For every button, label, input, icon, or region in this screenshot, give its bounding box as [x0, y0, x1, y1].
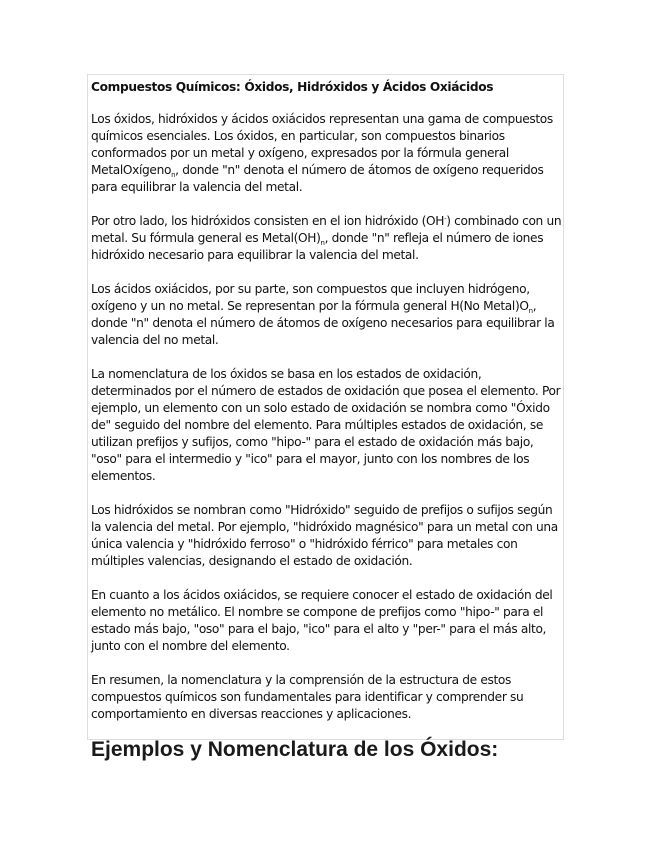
document-page [87, 74, 564, 761]
paragraph-text: , donde "n" denota el número de átomos de oxígeno necesarios para equilibrar la valencia del no metal. [91, 299, 555, 347]
paragraph-nomenclatura-hidroxidos: Los hidróxidos se nombran como "Hidróxido" seguido de prefijos o sufijos según la valencia del metal. Por ejemplo, "hidróxido magnésico" para un metal con una única valencia y "hidróxido ferroso" o "hidróxido férrico" para metales con múltiples valencias, designando el estado de oxidación. [91, 503, 558, 568]
paragraph-oxidos [91, 111, 563, 196]
document-content [91, 79, 563, 763]
paragraph-acidos [91, 281, 563, 349]
paragraph-text: , donde "n" denota el número de átomos de oxígeno requeridos para equilibrar la valencia del metal. [91, 163, 544, 194]
subscript-n: n [528, 307, 533, 315]
paragraph-hidroxidos [91, 213, 563, 264]
paragraph-text: Los óxidos, hidróxidos y ácidos oxiácidos representan una gama de compuestos químicos esenciales. Los óxidos, en particular, son compuestos binarios conformados por un metal y oxígeno, expresados por la fórmula general MetalOxígeno [91, 112, 553, 177]
paragraph-nomenclatura-oxidos: La nomenclatura de los óxidos se basa en los estados de oxidación, determinados por el número de estados de oxidación que posea el elemento. Por ejemplo, un elemento con un solo estado de oxidación se nombra como "Óxido de" seguido del nombre del elemento. Para múltiples estados de oxidación, se utilizan prefijos y sufijos, como "hipo-" para el estado de oxidación más bajo, "oso" para el intermedio y "ico" para el mayor, junto con los nombres de los elementos. [91, 367, 561, 483]
subscript-n: n [171, 171, 176, 179]
paragraph-resumen: En resumen, la nomenclatura y la comprensión de la estructura de estos compuestos químicos son fundamentales para identificar y comprender su comportamiento en diversas reacciones y aplicaciones. [91, 673, 524, 721]
paragraph-nomenclatura-acidos: En cuanto a los ácidos oxiácidos, se requiere conocer el estado de oxidación del elemento no metálico. El nombre se compone de prefijos como "hipo-" para el estado más bajo, "oso" para el bajo, "ico" para el alto y "per-" para el más alto, junto con el nombre del elemento. [91, 588, 553, 653]
paragraph-text: Los ácidos oxiácidos, por su parte, son compuestos que incluyen hidrógeno, oxígeno y un no metal. Se representan por la fórmula general H(No Metal)O [91, 282, 530, 313]
paragraph-text: , donde "n" refleja el número de iones hidróxido necesario para equilibrar la valencia del metal. [91, 231, 544, 262]
superscript-minus: - [444, 215, 447, 223]
paragraph-text: Por otro lado, los hidróxidos consisten en el ion hidróxido (OH [91, 214, 445, 228]
subscript-n: n [320, 239, 325, 247]
document-title: Compuestos Químicos: Óxidos, Hidróxidos y Ácidos Oxiácidos [91, 80, 494, 94]
paragraph-text: ) combinado con un metal. Su fórmula general es Metal(OH) [91, 214, 562, 245]
section-heading: Ejemplos y Nomenclatura de los Óxidos: [91, 738, 499, 761]
